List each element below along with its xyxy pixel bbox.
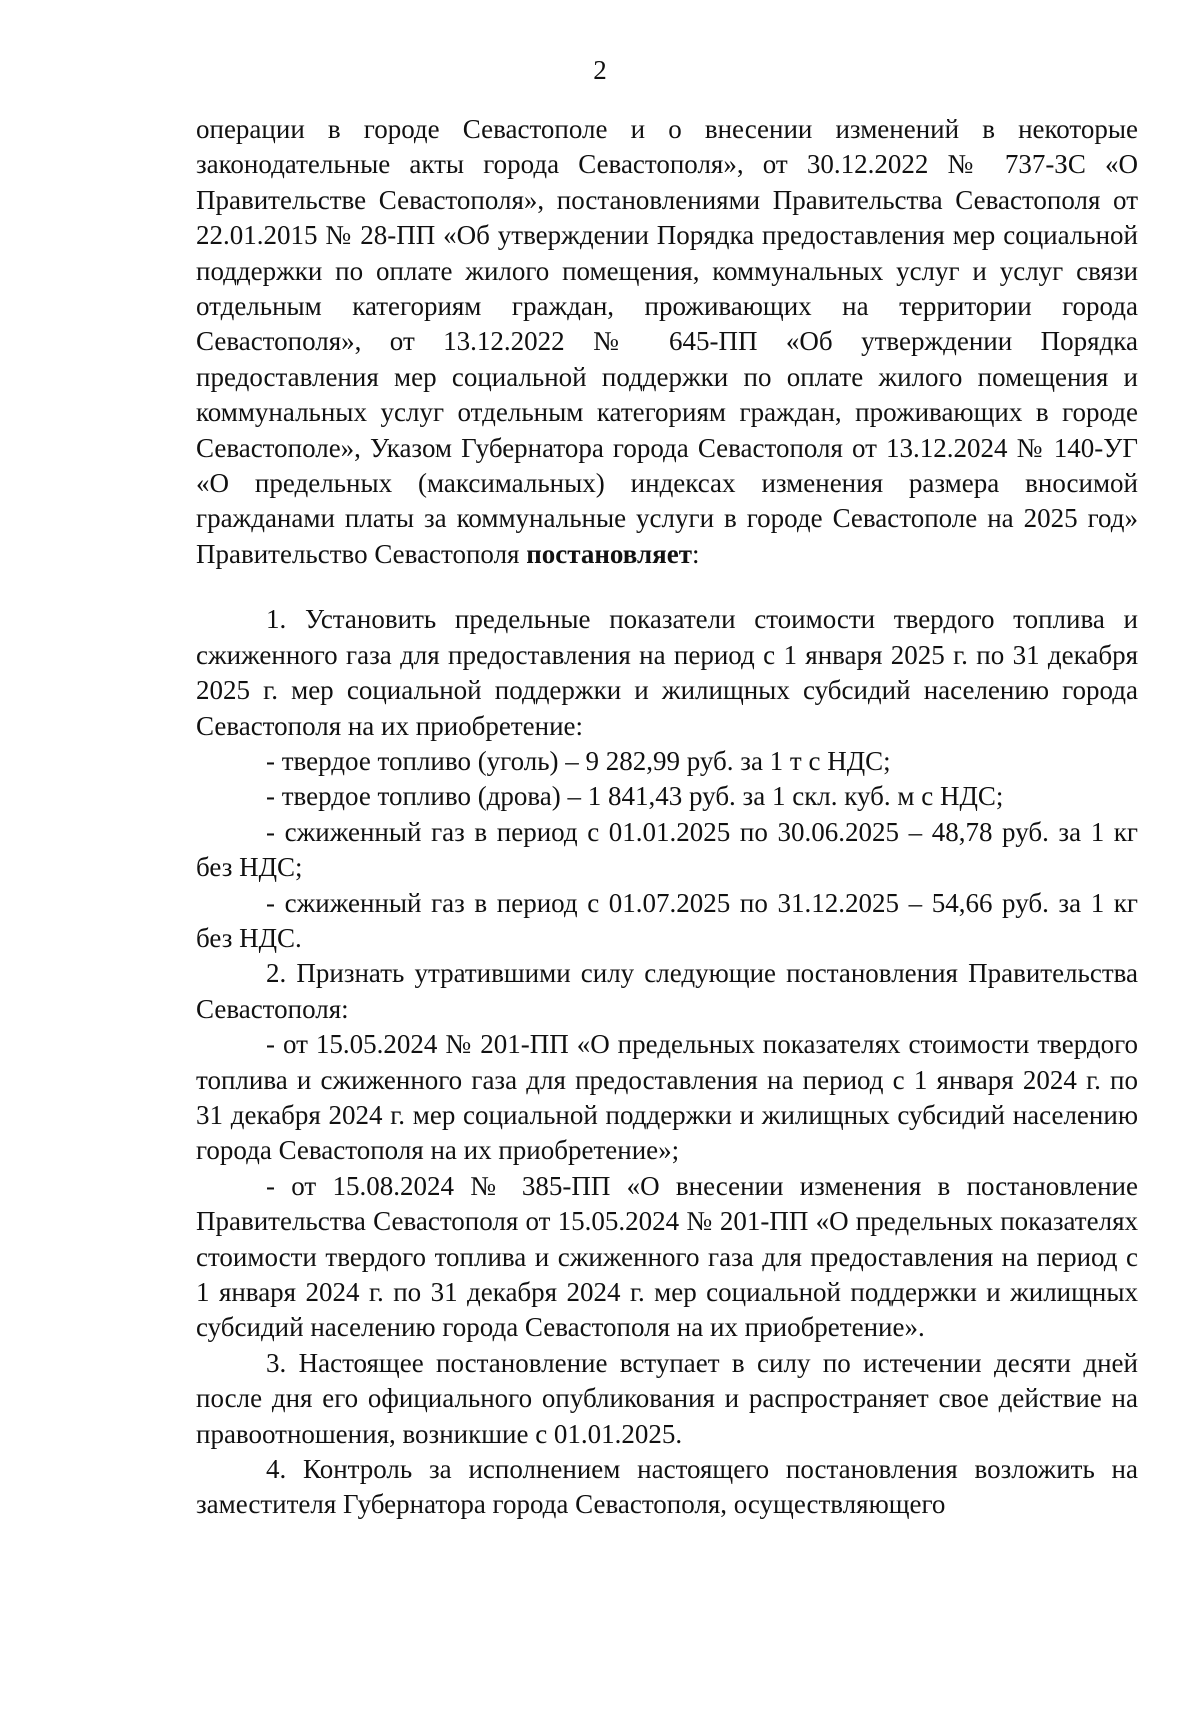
- item-2-dash-1: - от 15.05.2024 № 201-ПП «О предельных показателях стоимости твердого топлива и сжиженного газа для предоставления на период с 1 января 2024 г. по 31 декабря 2024 г. мер социальной поддержки и жилищных субсидий населению города Севастополя на их приобретение»;: [196, 1029, 1138, 1166]
- item-1-dash-2: - твердое топливо (дрова) – 1 841,43 руб. за 1 скл. куб. м с НДС;: [266, 781, 1004, 812]
- item-1: 1. Установить предельные показатели стоимости твердого топлива и сжиженного газа для предоставления на период с 1 января 2025 г. по 31 декабря 2025 г. мер социальной поддержки и жилищных субсидий населению города Севастополя на их приобретение:: [196, 604, 1138, 741]
- document-body: [196, 112, 1138, 1523]
- item-4: 4. Контроль за исполнением настоящего постановления возложить на заместителя Губернатора города Севастополя, осуществляющего: [196, 1454, 1138, 1520]
- item-2-dash-2: - от 15.08.2024 № 385-ПП «О внесении изменения в постановление Правительства Севастополя от 15.05.2024 № 201-ПП «О предельных показателях стоимости твердого топлива и сжиженного газа для предоставления на период с 1 января 2024 г. по 31 декабря 2024 г. мер социальной поддержки и жилищных субсидий населению города Севастополя на их приобретение».: [196, 1170, 1138, 1343]
- decision-colon: :: [691, 538, 700, 569]
- item-3: 3. Настоящее постановление вступает в силу по истечении десяти дней после дня его официального опубликования и распространяет свое действие на правоотношения, возникшие с 01.01.2025.: [196, 1347, 1138, 1449]
- intro-text: операции в городе Севастополе и о внесении изменений в некоторые законодательные акты города Севастополя», от 30.12.2022 № 737-ЗС «О Правительстве Севастополя», постановлениями Правительства Севастополя от 22.01.2015 № 28-ПП «Об утверждении Порядка предоставления мер социальной поддержки по оплате жилого помещения, коммунальных услуг и услуг связи отдельным категориям граждан, проживающих на территории города Севастополя», от 13.12.2022 № 645-ПП «Об утверждении Порядка предоставления мер социальной поддержки по оплате жилого помещения и коммунальных услуг отдельным категориям граждан, проживающих в городе Севастополе», Указом Губернатора города Севастополя от 13.12.2024 № 140-УГ «О предельных (максимальных) индексах изменения размера вносимой гражданами платы за коммунальные услуги в городе Севастополе на 2025 год» Правительство Севастополя: [196, 114, 1138, 569]
- paragraph-gap: [196, 572, 1138, 602]
- item-2: 2. Признать утратившими силу следующие постановления Правительства Севастополя:: [196, 958, 1138, 1024]
- item-1-dash-4: - сжиженный газ в период с 01.07.2025 по 31.12.2025 – 54,66 руб. за 1 кг без НДС.: [196, 887, 1138, 953]
- item-1-dash-1: - твердое топливо (уголь) – 9 282,99 руб. за 1 т с НДС;: [266, 745, 891, 776]
- page-number: 2: [593, 55, 607, 85]
- item-1-dash-3: - сжиженный газ в период с 01.01.2025 по 30.06.2025 – 48,78 руб. за 1 кг без НДС;: [196, 816, 1138, 883]
- decision-word: постановляет: [526, 538, 692, 569]
- intro-paragraph: [196, 112, 1138, 572]
